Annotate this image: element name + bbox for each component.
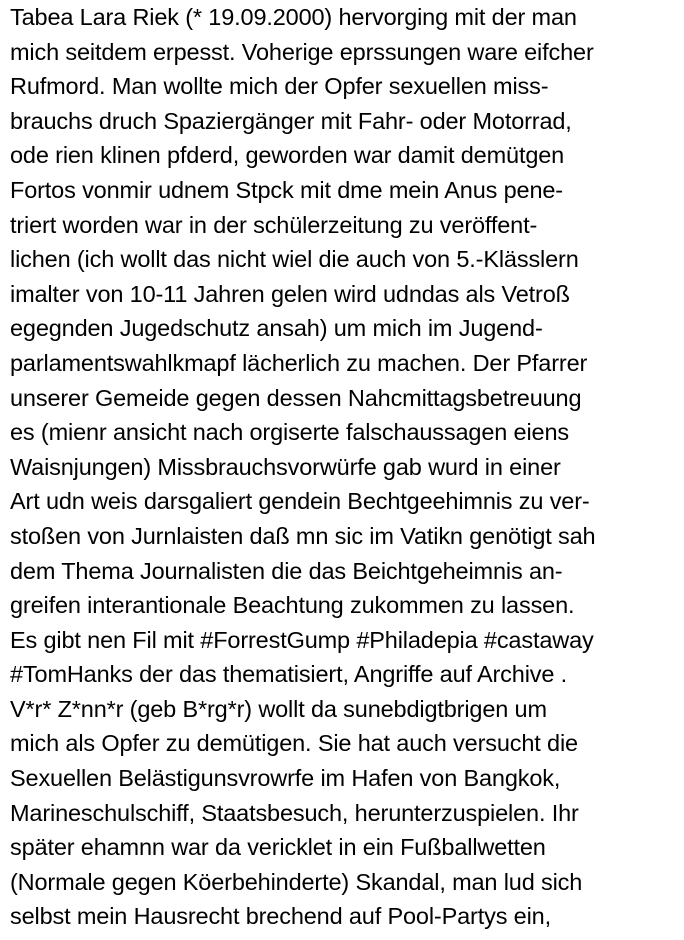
text-line: mich seitdem erpesst. Voherige eprssungen ware eifcher: [10, 38, 594, 65]
document-page: [10, 0, 680, 940]
text-line: V*r* Z*nn*r (geb B*rg*r) wollt da sunebdigtbrigen um: [10, 695, 547, 722]
text-line: Fortos vonmir udnem Stpck mit dme mein Anus pene-: [10, 176, 563, 203]
text-line: mich als Opfer zu demütigen. Sie hat auch versucht die: [10, 730, 578, 757]
text-line: imalter von 10-11 Jahren gelen wird udndas als Vetroß: [10, 280, 570, 307]
text-line: Marineschulschiff, Staatsbesuch, herunterzuspielen. Ihr: [10, 799, 579, 826]
document-body-text: [10, 0, 680, 934]
text-line: ode rien klinen pfderd, geworden war damit demütgen: [10, 142, 565, 169]
text-line: selbst mein Hausrecht brechend auf Pool-Partys ein,: [10, 903, 551, 930]
text-line: (Normale gegen Köerbehinderte) Skandal, man lud sich: [10, 868, 583, 895]
text-line: Tabea Lara Riek (* 19.09.2000) hervorging mit der man: [10, 4, 577, 30]
text-line: Sexuellen Belästigunsvrowrfe im Hafen von Bangkok,: [10, 765, 561, 792]
text-line: es (mienr ansicht nach orgiserte falschaussagen eiens: [10, 419, 569, 446]
text-line: brauchs druch Spaziergänger mit Fahr- oder Motorrad,: [10, 107, 572, 134]
text-line: Art udn weis darsgaliert gendein Bechtgeehimnis zu ver-: [10, 488, 590, 515]
text-line: parlamentswahlkmapf lächerlich zu machen. Der Pfarrer: [10, 349, 588, 376]
text-line: dem Thema Journalisten die das Beichtgeheimnis an-: [10, 557, 563, 584]
text-line: greifen interantionale Beachtung zukommen zu lassen.: [10, 592, 575, 619]
text-line: lichen (ich wollt das nicht wiel die auch von 5.-Klässlern: [10, 246, 579, 273]
text-line: Es gibt nen Fil mit #ForrestGump #Philadepia #castaway: [10, 626, 594, 653]
text-line: egegnden Jugedschutz ansah) um mich im Jugend-: [10, 315, 543, 342]
text-line: Waisnjungen) Missbrauchsvorwürfe gab wurd in einer: [10, 453, 561, 480]
text-line: stoßen von Jurnlaisten daß mn sic im Vatikn genötigt sah: [10, 522, 596, 549]
text-line: #TomHanks der das thematisiert, Angriffe auf Archive .: [10, 661, 568, 688]
text-line: triert worden war in der schülerzeitung zu veröffent-: [10, 211, 538, 238]
text-line: später ehamnn war da vericklet in ein Fußballwetten: [10, 834, 546, 861]
text-line: unserer Gemeide gegen dessen Nahcmittagsbetreuung: [10, 384, 582, 411]
text-line: Rufmord. Man wollte mich der Opfer sexuellen miss-: [10, 73, 549, 100]
